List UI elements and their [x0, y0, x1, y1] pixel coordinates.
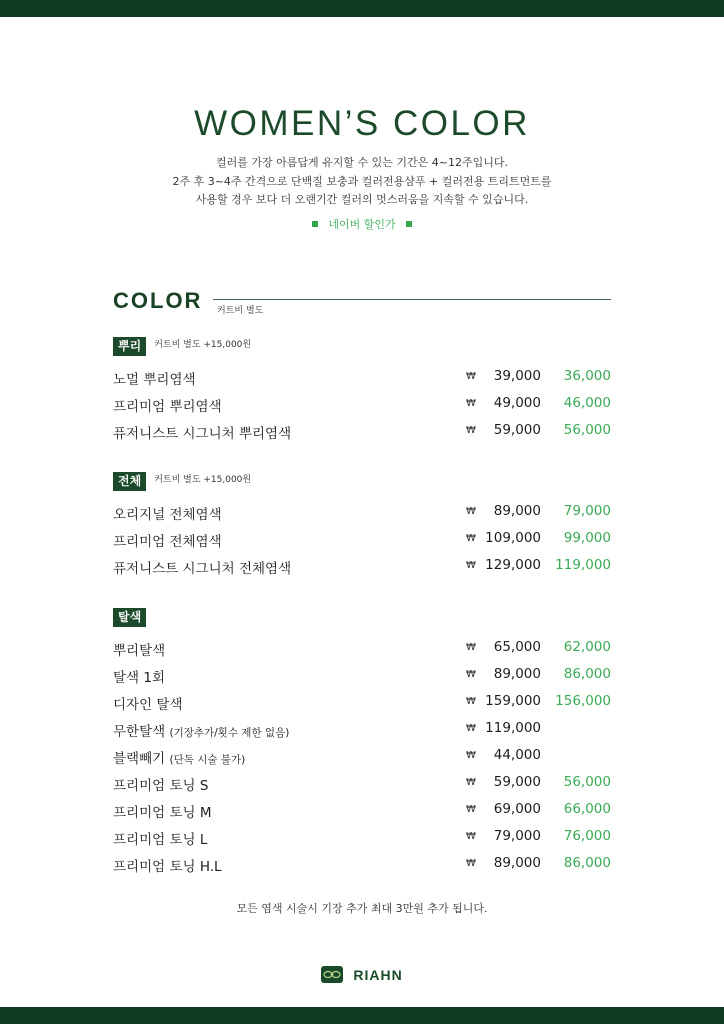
- won-symbol: ₩: [466, 533, 476, 544]
- service-name: 프리미엄 뿌리염색: [113, 399, 222, 415]
- service-name-cell: [113, 557, 291, 577]
- service-name-cell: [113, 666, 165, 686]
- category-tag: 뿌리: [113, 337, 146, 356]
- category-note: 커트비 별도 +15,000원: [154, 475, 252, 485]
- service-name: 프리미엄 토닝 L: [113, 832, 208, 848]
- section-subtitle: 커트비 별도: [217, 306, 264, 316]
- price-row: [113, 720, 611, 740]
- naver-sale-price: 156,000: [555, 693, 611, 709]
- naver-sale-price: 66,000: [563, 801, 611, 817]
- service-name: 무한탈색: [113, 724, 166, 740]
- section-title: COLOR: [113, 288, 203, 313]
- won-symbol: ₩: [466, 804, 476, 815]
- category-tag: 전체: [113, 472, 146, 491]
- won-symbol: ₩: [466, 642, 476, 653]
- naver-sale-price: 99,000: [563, 530, 611, 546]
- footer-note: 모든 염색 시술시 기장 추가 최대 3만원 추가 됩니다.: [236, 902, 488, 915]
- price-row: [113, 503, 611, 523]
- regular-price: 79,000: [493, 828, 541, 844]
- intro-line: 사용할 경우 보다 더 오랜기간 컬러의 멋스러움을 지속할 수 있습니다.: [195, 193, 529, 206]
- regular-price: 65,000: [493, 639, 541, 655]
- service-name: 오리지널 전체염색: [113, 507, 222, 523]
- price-row: [113, 855, 611, 875]
- service-name-cell: [113, 395, 222, 415]
- naver-sale-price: 56,000: [563, 422, 611, 438]
- service-name-cell: [113, 503, 222, 523]
- price-row: [113, 774, 611, 794]
- service-name-cell: [113, 801, 211, 821]
- price-row: [113, 747, 611, 767]
- intro-text: [0, 154, 724, 210]
- service-name-cell: [113, 855, 222, 875]
- price-row: [113, 801, 611, 821]
- top-bar: [0, 0, 724, 17]
- brand-name: RIAHN: [353, 966, 403, 983]
- naver-label: 네이버 할인가: [328, 218, 396, 231]
- won-symbol: ₩: [466, 398, 476, 409]
- regular-price: 89,000: [493, 503, 541, 519]
- won-symbol: ₩: [466, 560, 476, 571]
- won-symbol: ₩: [466, 669, 476, 680]
- service-name-cell: [113, 368, 196, 388]
- category-header: [113, 335, 611, 355]
- divider: [213, 299, 611, 300]
- service-name: 퓨저니스트 시그니처 전체염색: [113, 561, 292, 577]
- naver-sale-price: 76,000: [563, 828, 611, 844]
- won-symbol: ₩: [466, 858, 476, 869]
- won-symbol: ₩: [466, 696, 476, 707]
- price-row: [113, 368, 611, 388]
- won-symbol: ₩: [466, 777, 476, 788]
- price-row: [113, 395, 611, 415]
- service-name-cell: [113, 720, 289, 740]
- regular-price: 159,000: [485, 693, 541, 709]
- naver-sale-price: 36,000: [563, 368, 611, 384]
- service-name: 탈색 1회: [113, 670, 166, 686]
- won-symbol: ₩: [466, 723, 476, 734]
- service-name: 노멀 뿌리염색: [113, 372, 196, 388]
- service-name-cell: [113, 530, 222, 550]
- intro-line: 2주 후 3~4주 간격으로 단백질 보충과 컬러전용샴푸 + 컬러전용 트리트먼트를: [172, 174, 552, 188]
- regular-price: 59,000: [493, 422, 541, 438]
- service-name: 프리미엄 전체염색: [113, 534, 222, 550]
- service-name-cell: [113, 639, 165, 659]
- price-row: [113, 530, 611, 550]
- category-header: [113, 470, 611, 490]
- intro-line: 컬러를 가장 아름답게 유지할 수 있는 기간은 4~12주입니다.: [216, 156, 508, 169]
- category-note: 커트비 별도 +15,000원: [154, 340, 252, 350]
- service-name-cell: [113, 693, 183, 713]
- price-row: [113, 693, 611, 713]
- won-symbol: ₩: [466, 750, 476, 761]
- naver-sale-price: 86,000: [563, 855, 611, 871]
- service-name: 퓨저니스트 시그니처 뿌리염색: [113, 426, 292, 442]
- service-name-cell: [113, 828, 207, 848]
- service-name: 블랙빼기: [113, 751, 166, 767]
- service-name: 프리미엄 토닝 S: [113, 778, 209, 794]
- won-symbol: ₩: [466, 425, 476, 436]
- regular-price: 59,000: [493, 774, 541, 790]
- regular-price: 109,000: [485, 530, 541, 546]
- naver-sale-price: 86,000: [563, 666, 611, 682]
- service-note: (기장추가/횟수 제한 없음): [169, 727, 290, 739]
- service-name: 프리미엄 토닝 H.L: [113, 859, 222, 875]
- brand-logo: [0, 964, 724, 983]
- service-name: 디자인 탈색: [113, 697, 183, 713]
- regular-price: 89,000: [493, 666, 541, 682]
- naver-sale-price: 119,000: [555, 557, 611, 573]
- price-row: [113, 828, 611, 848]
- regular-price: 49,000: [493, 395, 541, 411]
- bottom-bar: [0, 1007, 724, 1024]
- regular-price: 119,000: [485, 720, 541, 736]
- service-name-cell: [113, 747, 245, 767]
- page-title: WOMEN’S COLOR: [194, 104, 530, 143]
- green-square-icon: [406, 221, 412, 227]
- naver-sale-price: 62,000: [563, 639, 611, 655]
- service-name-cell: [113, 774, 208, 794]
- regular-price: 44,000: [493, 747, 541, 763]
- regular-price: 69,000: [493, 801, 541, 817]
- regular-price: 39,000: [493, 368, 541, 384]
- naver-sale-price: 46,000: [563, 395, 611, 411]
- service-name-cell: [113, 422, 291, 442]
- regular-price: 89,000: [493, 855, 541, 871]
- service-note: (단독 시술 불가): [169, 754, 246, 766]
- naver-sale-price: 56,000: [563, 774, 611, 790]
- service-name: 프리미엄 토닝 M: [113, 805, 212, 821]
- price-row: [113, 422, 611, 442]
- won-symbol: ₩: [466, 506, 476, 517]
- price-row: [113, 557, 611, 577]
- price-row: [113, 666, 611, 686]
- won-symbol: ₩: [466, 831, 476, 842]
- section-header: [113, 288, 611, 318]
- green-square-icon: [312, 221, 318, 227]
- service-name: 뿌리탈색: [113, 643, 166, 659]
- naver-sale-price: 79,000: [563, 503, 611, 519]
- category-tag: 탈색: [113, 608, 146, 627]
- regular-price: 129,000: [485, 557, 541, 573]
- category-header: [113, 606, 611, 626]
- naver-discount-legend: [0, 216, 724, 232]
- won-symbol: ₩: [466, 371, 476, 382]
- leaf-emblem-icon: [321, 966, 343, 983]
- price-row: [113, 639, 611, 659]
